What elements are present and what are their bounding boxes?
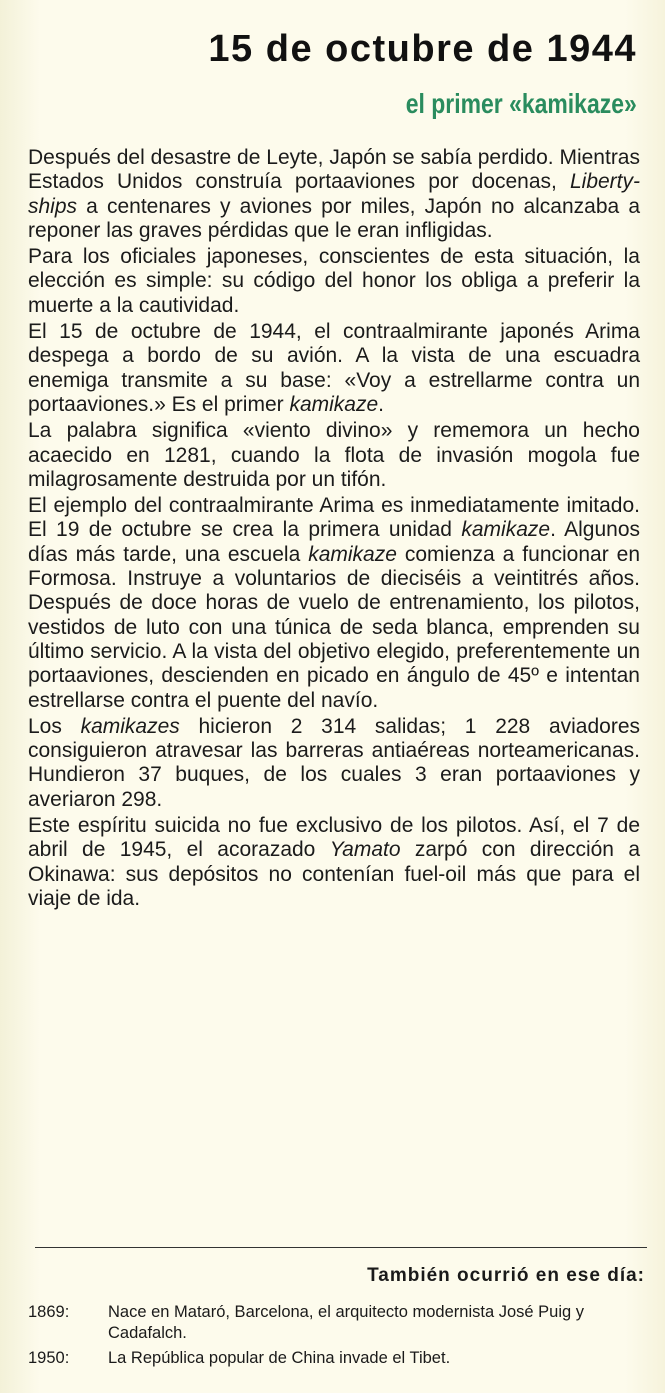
- text-segment: Este espíritu suicida no fue exclusivo de los pilotos. Así, el 7 de abril de 1945, el acorazado: [28, 814, 640, 862]
- text-segment: Los: [28, 714, 81, 738]
- text-segment: La palabra significa «viento divino» y rememora un hecho acaecido en 1281, cuando la flota de invasión mogola fue milagrosamente destruida por un tifón.: [28, 419, 640, 491]
- text-segment: Después del desastre de Leyte, Japón se sabía perdido. Mientras Estados Unidos construía portaaviones por docenas,: [28, 146, 640, 194]
- text-segment: . Algunos días más tarde, una escuela: [28, 518, 640, 566]
- page-title: 15 de octubre de 1944: [208, 28, 637, 70]
- italic-term: Liberty-ships: [28, 170, 640, 218]
- section-divider: [35, 1247, 647, 1248]
- event-item: [28, 1302, 648, 1344]
- italic-term: kamikaze: [308, 542, 397, 566]
- event-year: 1950:: [28, 1349, 70, 1367]
- article-paragraph: [28, 245, 640, 318]
- text-segment: El ejemplo del contraalmirante Arima es inmediatamente imitado. El 19 de octubre se crea la primera unidad: [28, 494, 640, 542]
- article-paragraph: [28, 320, 640, 417]
- article-paragraph: [28, 419, 640, 492]
- italic-term: kamikaze: [289, 392, 379, 416]
- article-paragraph: [28, 814, 640, 911]
- text-segment: comienza a funcionar en Formosa. Instruye a voluntarios de dieciséis a veintitrés años. Después de doce horas de vuelo de entrenamiento, los pilotos, vestidos de luto con una túnica de seda blanca, emprenden su último servicio. A la vista del objetivo elegido, preferentemente un portaaviones, descienden en picado en ángulo de 45º e intentan estrellarse contra el puente del navío.: [28, 542, 640, 712]
- also-happened-heading: También ocurrió en ese día:: [367, 1265, 645, 1286]
- text-segment: a centenares y aviones por miles, Japón no alcanzaba a reponer las graves pérdidas que le eran infligidas.: [28, 194, 640, 242]
- italic-term: kamikaze: [461, 518, 551, 542]
- italic-term: kamikazes: [80, 714, 180, 738]
- page-subtitle: el primer «kamikaze»: [405, 88, 637, 119]
- text-segment: .: [378, 392, 385, 416]
- article-paragraph: [28, 146, 640, 243]
- event-text: Nace en Mataró, Barcelona, el arquitecto modernista José Puig y Cadafalch.: [108, 1303, 585, 1342]
- text-segment: hicieron 2 314 salidas; 1 228 aviadores consiguieron atravesar las barreras antiaéreas norteamericanas. Hundieron 37 buques, de los cuales 3 eran portaaviones y averiaron 298.: [28, 714, 640, 811]
- events-list: [28, 1302, 648, 1373]
- italic-term: Yamato: [329, 838, 401, 862]
- text-segment: El 15 de octubre de 1944, el contraalmirante japonés Arima despega a bordo de su avión. A la vista de una escuadra enemiga transmite a su base: «Voy a estrellarme contra un portaaviones.» Es el primer: [28, 320, 640, 416]
- event-item: [28, 1348, 648, 1369]
- article-paragraph: [28, 715, 640, 812]
- event-text: La República popular de China invade el Tibet.: [108, 1349, 451, 1367]
- text-segment: zarpó con dirección a Okinawa: sus depósitos no contenían fuel-oil más que para el viaje de ida.: [28, 838, 640, 910]
- article-paragraph: [28, 494, 640, 713]
- event-year: 1869:: [28, 1303, 70, 1321]
- text-segment: Para los oficiales japoneses, conscientes de esta situación, la elección es simple: su código del honor los obliga a preferir la muerte a la cautividad.: [28, 245, 640, 317]
- article-body: [28, 146, 640, 913]
